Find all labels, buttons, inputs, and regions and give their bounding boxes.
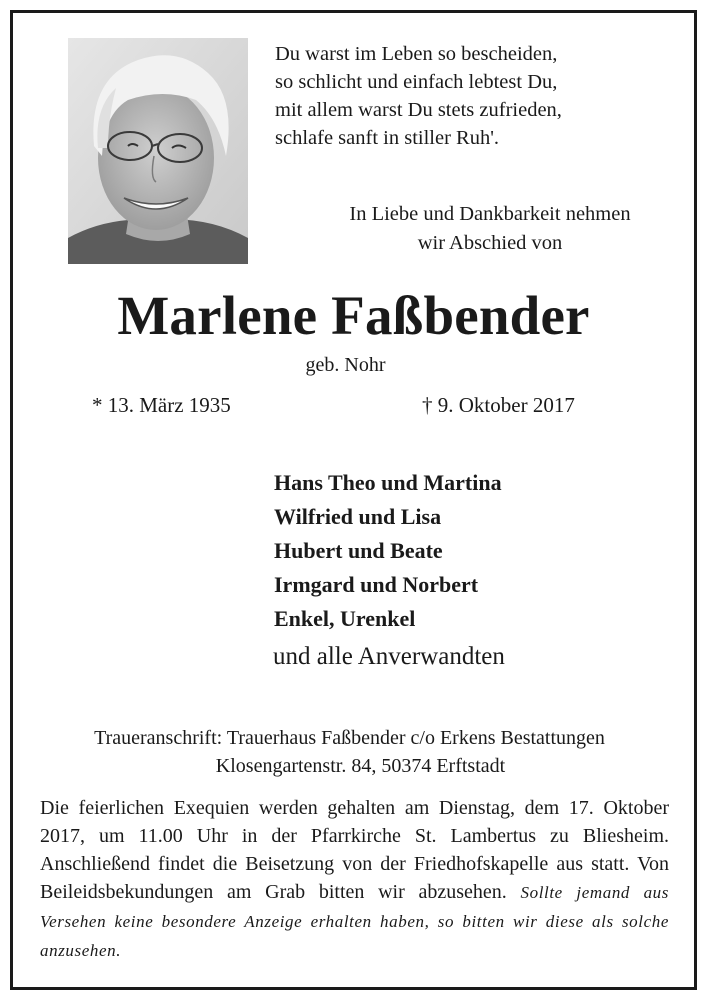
service-notice: Sollte jemand aus Versehen keine besondere Anzeige erhalten haben, so bitten wir diese als solche anzusehen. (40, 883, 670, 960)
intro-line-1: In Liebe und Dankbarkeit nehmen (349, 203, 631, 225)
poem (275, 40, 675, 152)
poem-line: mit allem warst Du stets zufrieden, (275, 99, 562, 121)
poem-line: Du warst im Leben so bescheiden, (275, 43, 558, 65)
mourners-list (274, 466, 502, 636)
service-text: Die feierlichen Exequien werden gehalten am Dienstag, dem 17. Oktober 2017, um 11.00 Uhr in der Pfarrkirche St. Lambertus zu Bliesheim. Anschließend findet die Beisetzung von der Friedhofskapelle aus statt. Von Beileidsbekundungen am Grab bitten wir abzusehen. (40, 797, 669, 903)
farewell-intro (290, 200, 690, 258)
maiden-name (0, 352, 707, 378)
maiden-name-text: geb. Nohr (305, 354, 386, 376)
poem-line: schlafe sanft in stiller Ruh'. (275, 127, 500, 149)
death-date: † 9. Oktober 2017 (422, 393, 575, 417)
relatives-line: und alle Anverwandten (273, 643, 505, 670)
address-line-2: Klosengartenstr. 84, 50374 Erftstadt (215, 755, 506, 777)
mourner-line: Enkel, Urenkel (274, 606, 416, 631)
mourner-line: Hubert und Beate (274, 538, 443, 563)
funeral-service-info (40, 794, 669, 965)
deceased-name: Marlene Faßbender (117, 285, 590, 346)
portrait-photo (68, 38, 248, 264)
poem-line: so schlicht und einfach lebtest Du, (275, 71, 558, 93)
mourning-address (0, 724, 707, 780)
mourner-line: Hans Theo und Martina (274, 470, 502, 495)
address-line-1: Traueranschrift: Trauerhaus Faßbender c/o Erkens Bestattungen (94, 727, 605, 749)
birth-date: * 13. März 1935 (92, 393, 231, 417)
intro-line-2: wir Abschied von (417, 232, 563, 254)
mourner-line: Wilfried und Lisa (274, 504, 442, 529)
mourner-line: Irmgard und Norbert (274, 572, 479, 597)
